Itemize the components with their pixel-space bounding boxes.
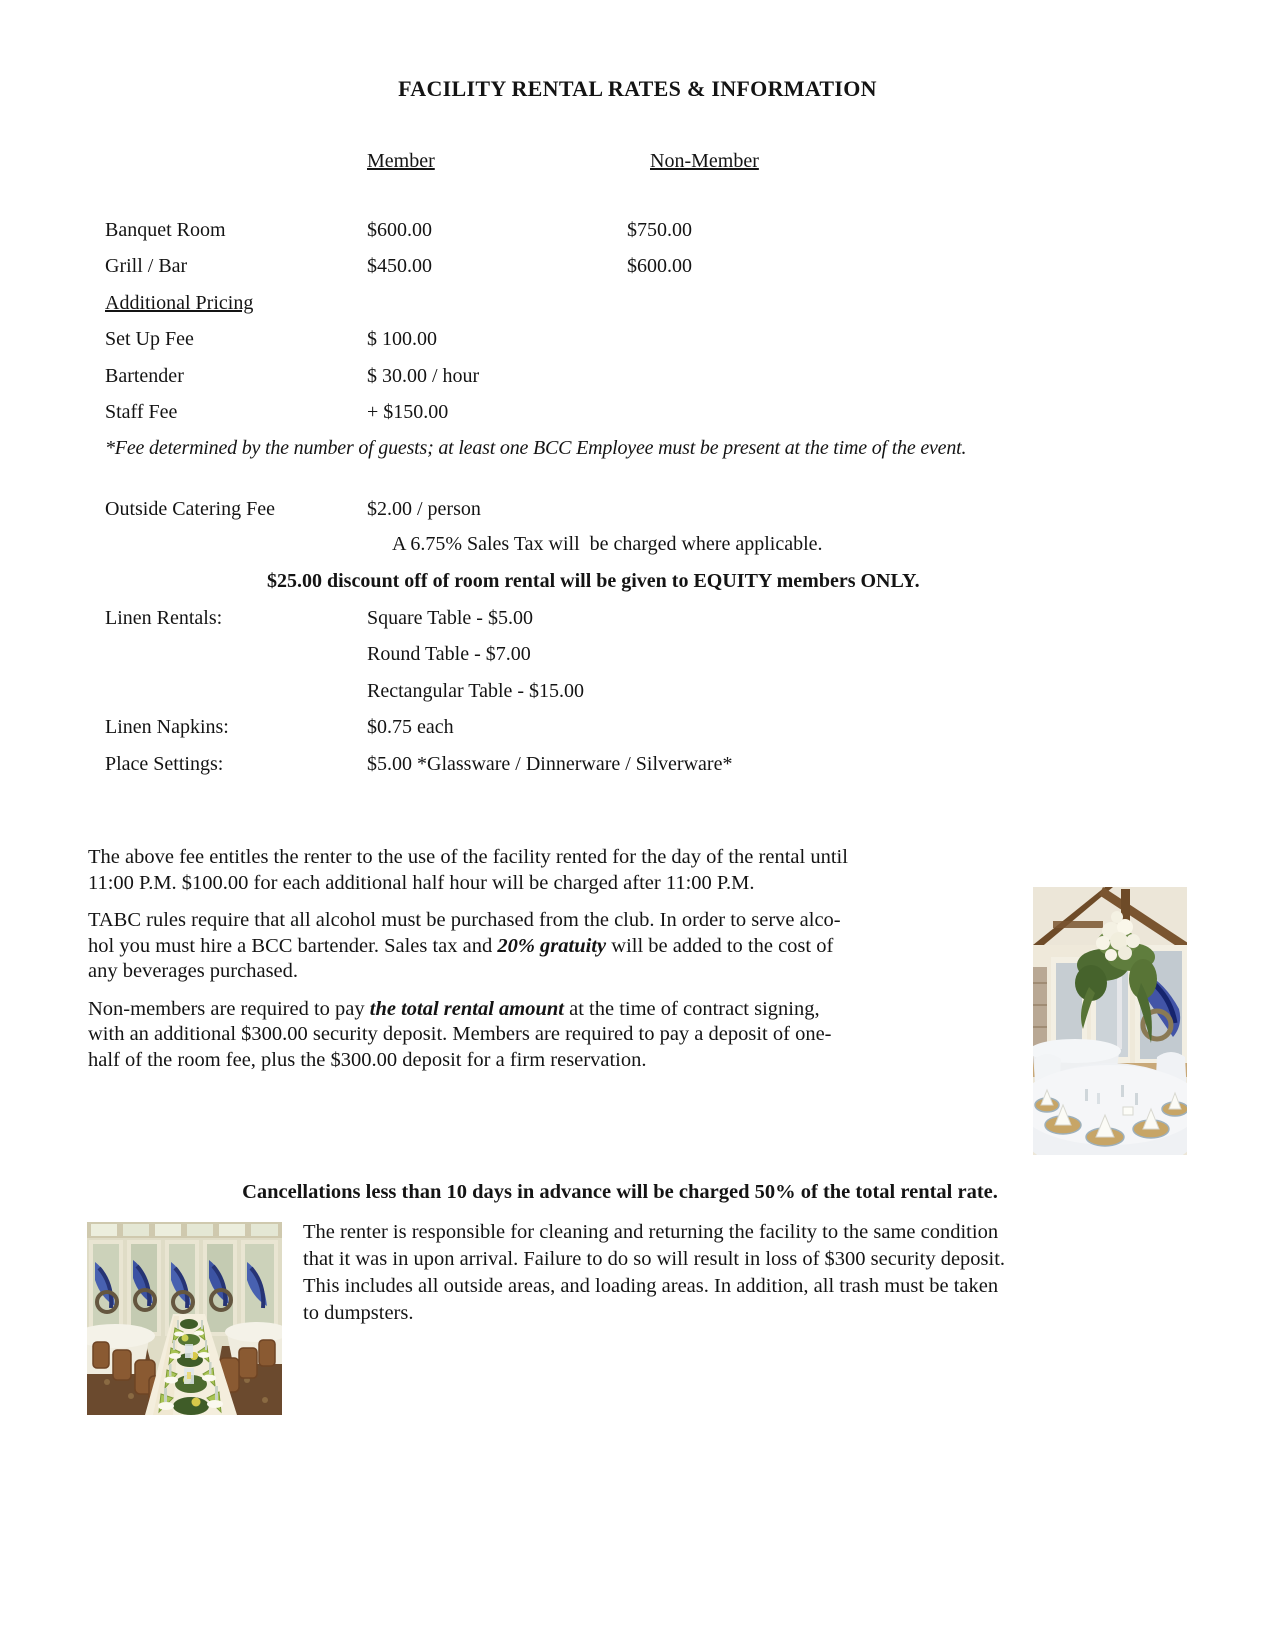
fee-value: $ 100.00 bbox=[367, 328, 437, 351]
equity-discount-note: $25.00 discount off of room rental will be given to EQUITY members ONLY. bbox=[267, 570, 920, 592]
table-row bbox=[105, 328, 1225, 364]
paragraph-line bbox=[88, 997, 1048, 1023]
alcohol-policy-paragraph bbox=[88, 908, 1048, 985]
paragraph-line: TABC rules require that all alcohol must be purchased from the club. In order to serve alco- bbox=[88, 909, 841, 931]
paragraph-line: any beverages purchased. bbox=[88, 960, 299, 982]
fee-value: $2.00 / person bbox=[367, 498, 481, 520]
room-label: Banquet Room bbox=[105, 219, 226, 241]
banquet-round-table-photo bbox=[1033, 887, 1187, 1155]
member-rate: $450.00 bbox=[367, 255, 432, 278]
sales-tax-note: A 6.75% Sales Tax will be charged where applicable. bbox=[392, 533, 823, 555]
table-row bbox=[105, 680, 1225, 716]
place-settings-value: $5.00 *Glassware / Dinnerware / Silverware* bbox=[367, 752, 733, 775]
paragraph-line: 11:00 P.M. $100.00 for each additional half hour will be charged after 11:00 P.M. bbox=[88, 871, 755, 894]
fee-value: $ 30.00 / hour bbox=[367, 364, 480, 387]
fee-value: + $150.00 bbox=[367, 400, 449, 423]
cleaning-paragraph bbox=[303, 1219, 1005, 1327]
facility-use-paragraph bbox=[88, 845, 1048, 896]
paragraph-line: The above fee entitles the renter to the use of the facility rented for the day of the rental until bbox=[88, 846, 848, 868]
linen-rates-table bbox=[105, 607, 1225, 789]
linen-label: Linen Rentals: bbox=[105, 607, 223, 629]
napkins-value: $0.75 each bbox=[367, 716, 454, 739]
fee-label: Bartender bbox=[105, 364, 184, 387]
paragraph-line: The renter is responsible for cleaning and returning the facility to the same condition bbox=[303, 1221, 999, 1243]
table-row bbox=[105, 219, 1225, 255]
table-row bbox=[105, 716, 1225, 752]
cancellation-notice: Cancellations less than 10 days in advance will be charged 50% of the total rental rate. bbox=[242, 1181, 998, 1203]
table-row bbox=[105, 607, 1225, 643]
page-title: FACILITY RENTAL RATES & INFORMATION bbox=[398, 76, 877, 101]
paragraph-line: half of the room fee, plus the $300.00 deposit for a firm reservation. bbox=[88, 1048, 647, 1071]
room-label: Grill / Bar bbox=[105, 255, 188, 278]
text-segment: hol you must hire a BCC bartender. Sales tax and bbox=[88, 934, 498, 957]
paragraph-line bbox=[88, 934, 1048, 960]
fee-label: Set Up Fee bbox=[105, 328, 194, 351]
rental-amount-emphasis: the total rental amount bbox=[369, 997, 564, 1020]
deposit-paragraph bbox=[88, 997, 1048, 1074]
fee-label: Outside Catering Fee bbox=[105, 498, 275, 520]
member-rate: $600.00 bbox=[367, 219, 432, 241]
table-row bbox=[105, 643, 1225, 679]
table-row bbox=[105, 365, 1225, 401]
column-header-non-member: Non-Member bbox=[650, 150, 759, 172]
paragraph-line: that it was in upon arrival. Failure to do so will result in loss of $300 security deposit. bbox=[303, 1248, 1006, 1270]
paragraph-line: with an additional $300.00 security deposit. Members are required to pay a deposit of one- bbox=[88, 1023, 832, 1045]
long-banquet-table-photo bbox=[87, 1222, 282, 1415]
non-member-rate: $750.00 bbox=[627, 219, 692, 241]
napkins-label: Linen Napkins: bbox=[105, 716, 229, 739]
paragraph-line: This includes all outside areas, and loading areas. In addition, all trash must be taken bbox=[303, 1275, 999, 1297]
terms-paragraphs bbox=[88, 845, 1048, 1085]
linen-item: Rectangular Table - $15.00 bbox=[367, 679, 585, 702]
text-segment: at the time of contract signing, bbox=[564, 997, 820, 1020]
non-member-rate: $600.00 bbox=[627, 255, 692, 278]
table-row bbox=[105, 292, 1225, 328]
fee-label: Staff Fee bbox=[105, 400, 178, 423]
table-row bbox=[105, 255, 1225, 291]
table-row bbox=[105, 753, 1225, 789]
column-header-member: Member bbox=[367, 150, 435, 172]
catering-fee-row bbox=[105, 498, 1225, 534]
table-row bbox=[105, 498, 1225, 534]
gratuity-emphasis: 20% gratuity bbox=[497, 934, 607, 957]
table-row bbox=[105, 401, 1225, 437]
linen-item: Round Table - $7.00 bbox=[367, 643, 531, 666]
place-settings-label: Place Settings: bbox=[105, 752, 224, 775]
linen-item: Square Table - $5.00 bbox=[367, 607, 533, 629]
staff-fee-footnote: *Fee determined by the number of guests; at least one BCC Employee must be present at the time of the event. bbox=[105, 437, 967, 459]
room-rates-table bbox=[105, 219, 1225, 437]
text-segment: Non-members are required to pay bbox=[88, 997, 370, 1020]
additional-pricing-heading: Additional Pricing bbox=[105, 291, 254, 314]
paragraph-line: to dumpsters. bbox=[303, 1302, 414, 1324]
text-segment: will be added to the cost of bbox=[606, 934, 834, 957]
